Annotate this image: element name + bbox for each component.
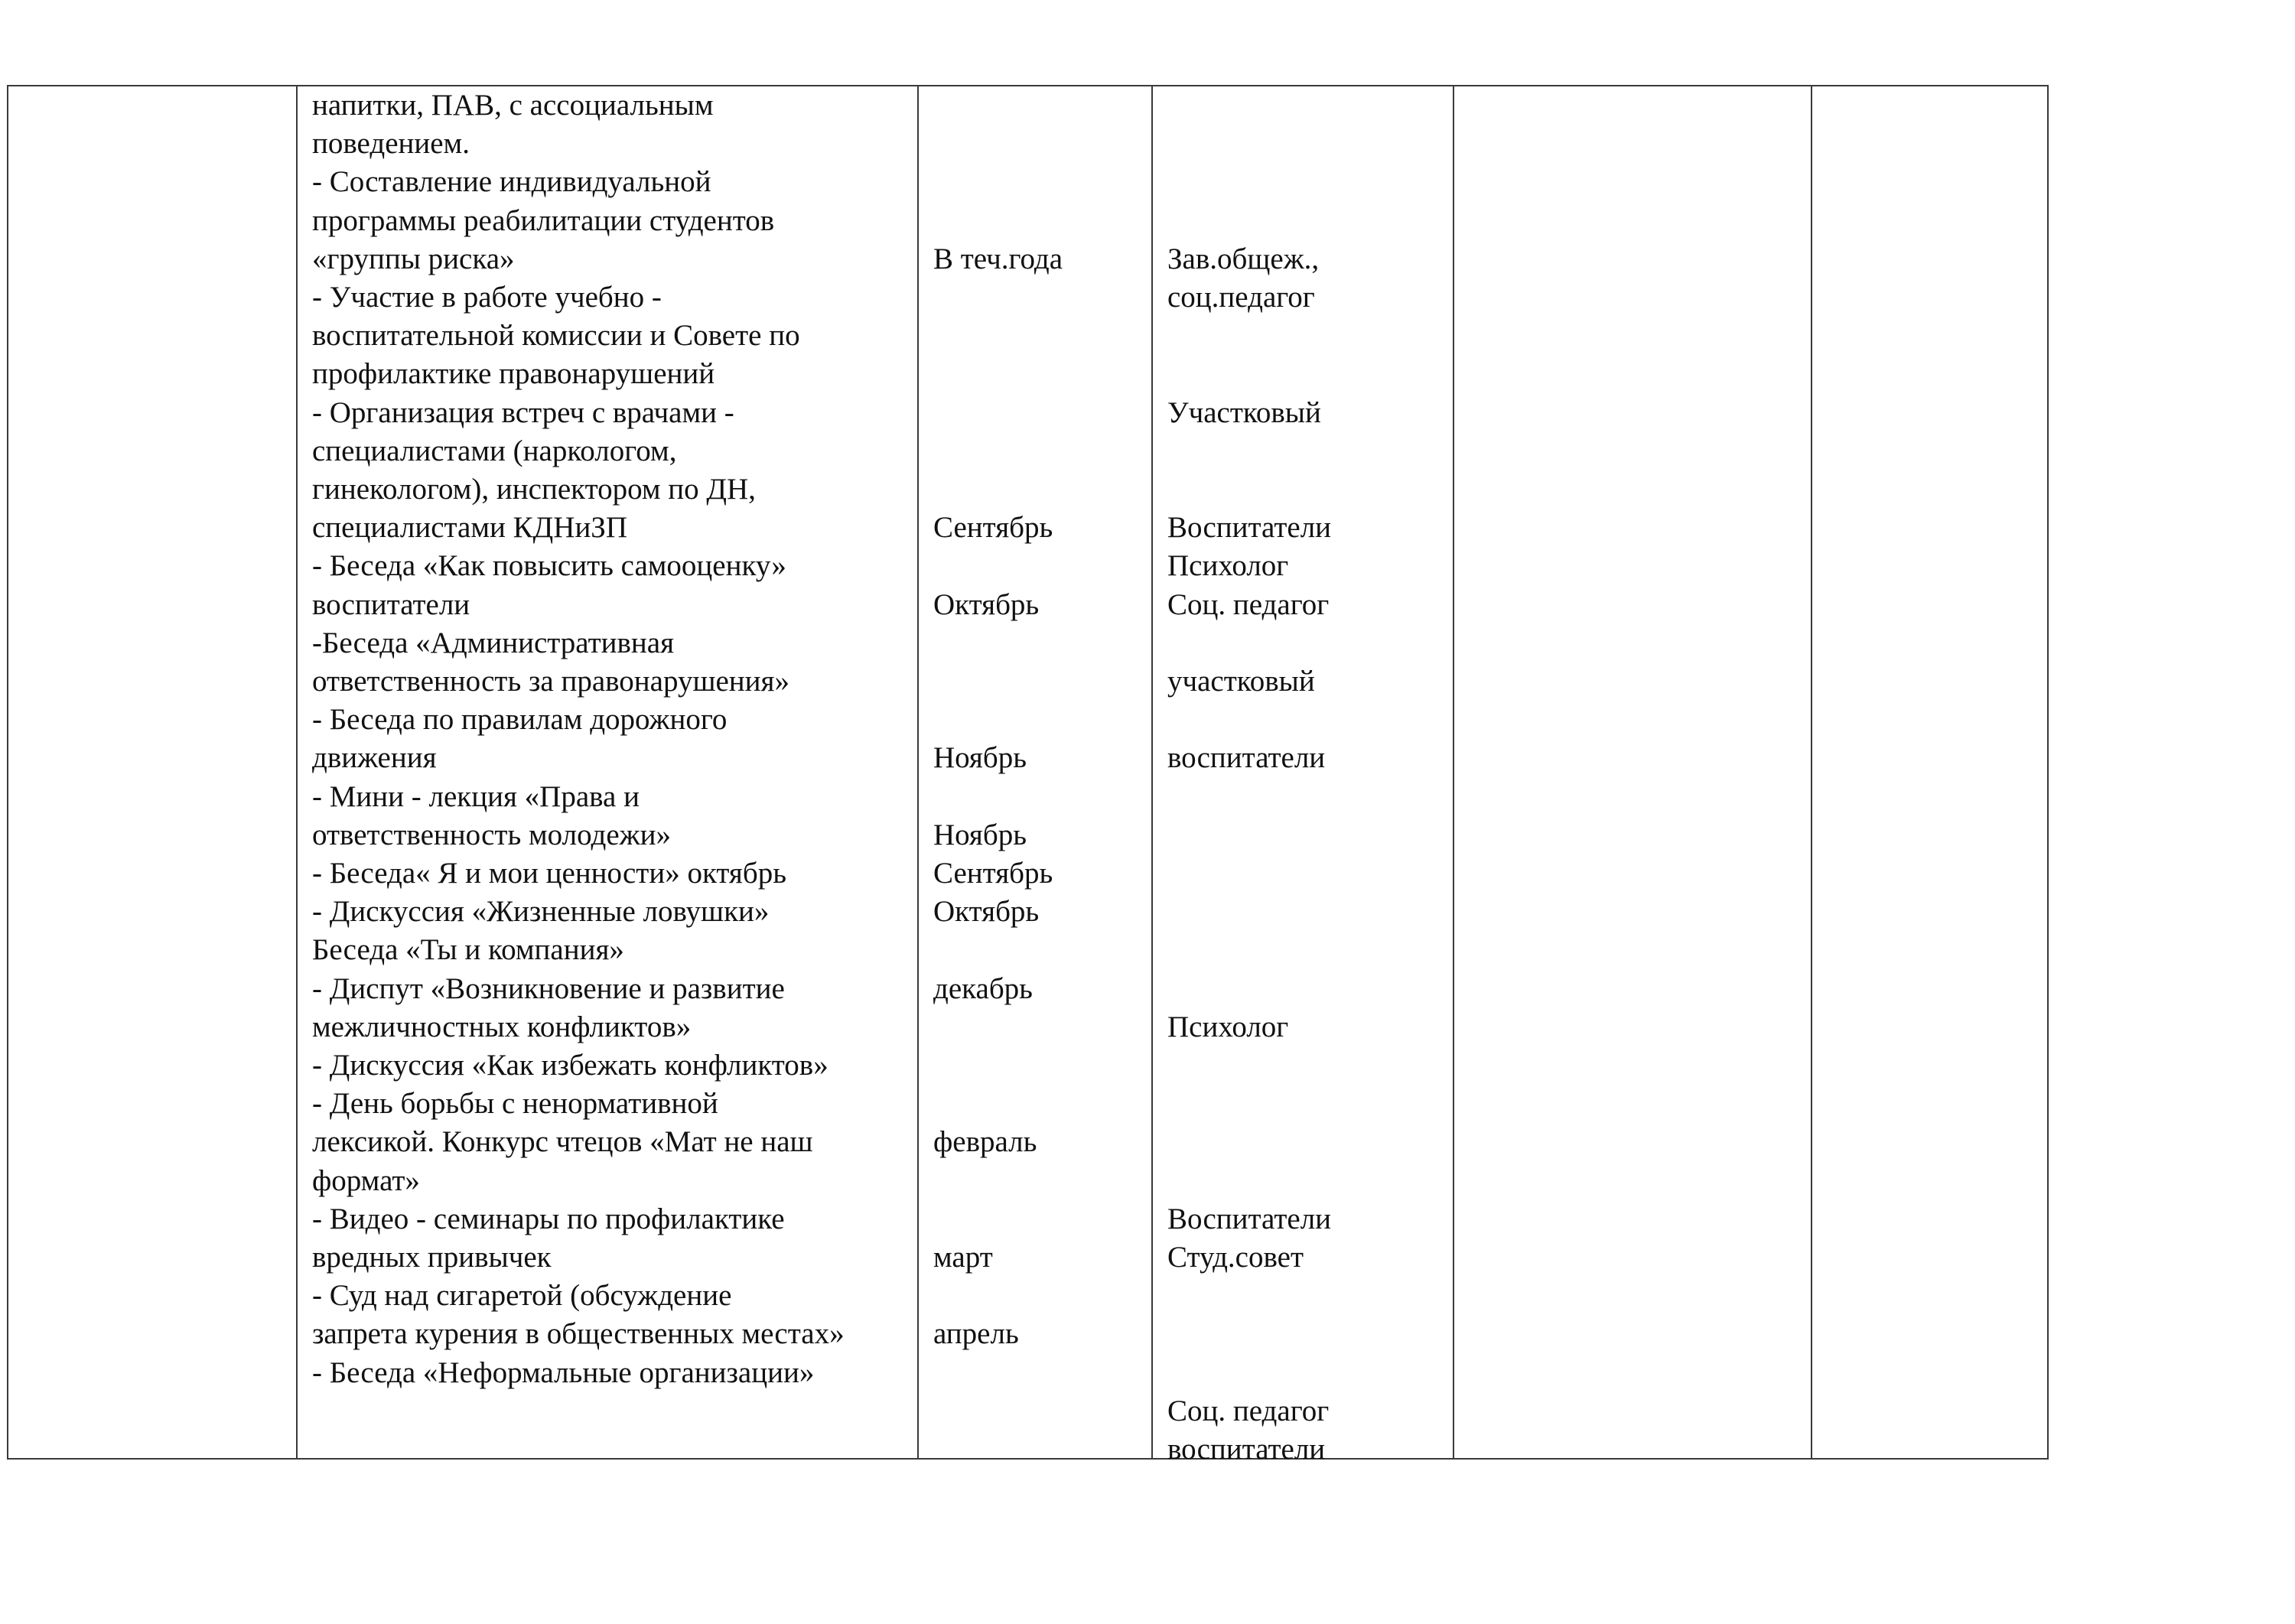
notes-column — [1454, 86, 1811, 1458]
activity-line: - Организация встреч с врачами - — [312, 395, 734, 429]
activity-line: запрета курения в общественных местах» — [312, 1317, 845, 1351]
date-text: Сентябрь — [933, 857, 1053, 890]
activities-column — [312, 86, 916, 1458]
activity-line: движения — [312, 741, 437, 775]
activity-line: Беседа «Ты и компания» — [312, 933, 624, 967]
activity-line: - Дискуссия «Жизненные ловушки» — [312, 895, 770, 929]
column-divider — [296, 86, 298, 1458]
activity-line: - Беседа «Неформальные организации» — [312, 1356, 815, 1389]
date-text: Октябрь — [933, 895, 1040, 929]
activity-line: - Видео - семинары по профилактике — [312, 1202, 785, 1235]
activity-line: - Беседа« Я и мои ценности» октябрь — [312, 857, 786, 890]
activity-line: профилактике правонарушений — [312, 357, 715, 391]
date-text: Ноябрь — [933, 741, 1027, 775]
activity-line: гинекологом), инспектором по ДН, — [312, 473, 756, 506]
date-text: В теч.года — [933, 242, 1063, 275]
responsible-text: Психолог — [1167, 1010, 1289, 1043]
plan-table — [7, 85, 2049, 1466]
activity-line: - Беседа по правилам дорожного — [312, 703, 728, 737]
column-divider — [917, 86, 919, 1458]
activity-line: воспитательной комиссии и Совете по — [312, 319, 800, 353]
activity-line: ответственность за правонарушения» — [312, 665, 789, 698]
responsible-column — [1167, 86, 1452, 1466]
date-text: Октябрь — [933, 587, 1040, 621]
activity-line: специалистами КДНиЗП — [312, 511, 628, 545]
activity-line: -Беседа «Административная — [312, 626, 675, 659]
activity-line: лексикой. Конкурс чтецов «Мат не наш — [312, 1125, 813, 1159]
date-text: Ноябрь — [933, 818, 1027, 851]
activity-line: - Участие в работе учебно - — [312, 281, 662, 314]
responsible-text: Соц. педагог — [1167, 587, 1330, 621]
date-text: март — [933, 1241, 993, 1274]
responsible-text: соц.педагог — [1167, 281, 1315, 314]
activity-line: - Мини - лекция «Права и — [312, 779, 640, 813]
activity-line: «группы риска» — [312, 242, 515, 275]
responsible-text: Воспитатели — [1167, 511, 1332, 545]
mark-column — [1812, 86, 2050, 1458]
activity-line: специалистами (наркологом, — [312, 434, 677, 467]
activity-line: воспитатели — [312, 587, 470, 621]
date-text: апрель — [933, 1317, 1019, 1351]
responsible-text: участковый — [1167, 665, 1315, 698]
activity-line: - Суд над сигаретой (обсуждение — [312, 1279, 732, 1313]
activity-line: - Диспут «Возникновение и развитие — [312, 971, 785, 1005]
date-text: Сентябрь — [933, 511, 1053, 545]
activity-line: ответственность молодежи» — [312, 818, 671, 851]
activity-line: - День борьбы с ненормативной — [312, 1087, 718, 1121]
activity-line: программы реабилитации студентов — [312, 203, 775, 237]
activity-line: - Составление индивидуальной — [312, 165, 711, 199]
activity-line: формат» — [312, 1163, 420, 1197]
activity-line: напитки, ПАВ, с ассоциальным — [312, 89, 714, 122]
column-divider — [1151, 86, 1153, 1458]
activity-line: - Дискуссия «Как избежать конфликтов» — [312, 1049, 828, 1082]
responsible-text: Участковый — [1167, 395, 1321, 429]
date-text: февраль — [933, 1125, 1037, 1159]
responsible-text: Соц. педагог — [1167, 1394, 1330, 1427]
dates-column — [933, 86, 1151, 1458]
activity-line: поведением. — [312, 127, 470, 161]
responsible-text: воспитатели — [1167, 741, 1326, 775]
responsible-text: воспитатели — [1167, 1433, 1326, 1466]
activity-line: - Беседа «Как повысить самооценку» — [312, 549, 786, 583]
responsible-text: Зав.общеж., — [1167, 242, 1320, 275]
responsible-text: Психолог — [1167, 549, 1289, 583]
number-column — [8, 86, 296, 1458]
responsible-text: Студ.совет — [1167, 1241, 1304, 1274]
activity-line: межличностных конфликтов» — [312, 1010, 692, 1043]
responsible-text: Воспитатели — [1167, 1202, 1332, 1235]
activity-line: вредных привычек — [312, 1241, 552, 1274]
date-text: декабрь — [933, 971, 1033, 1005]
